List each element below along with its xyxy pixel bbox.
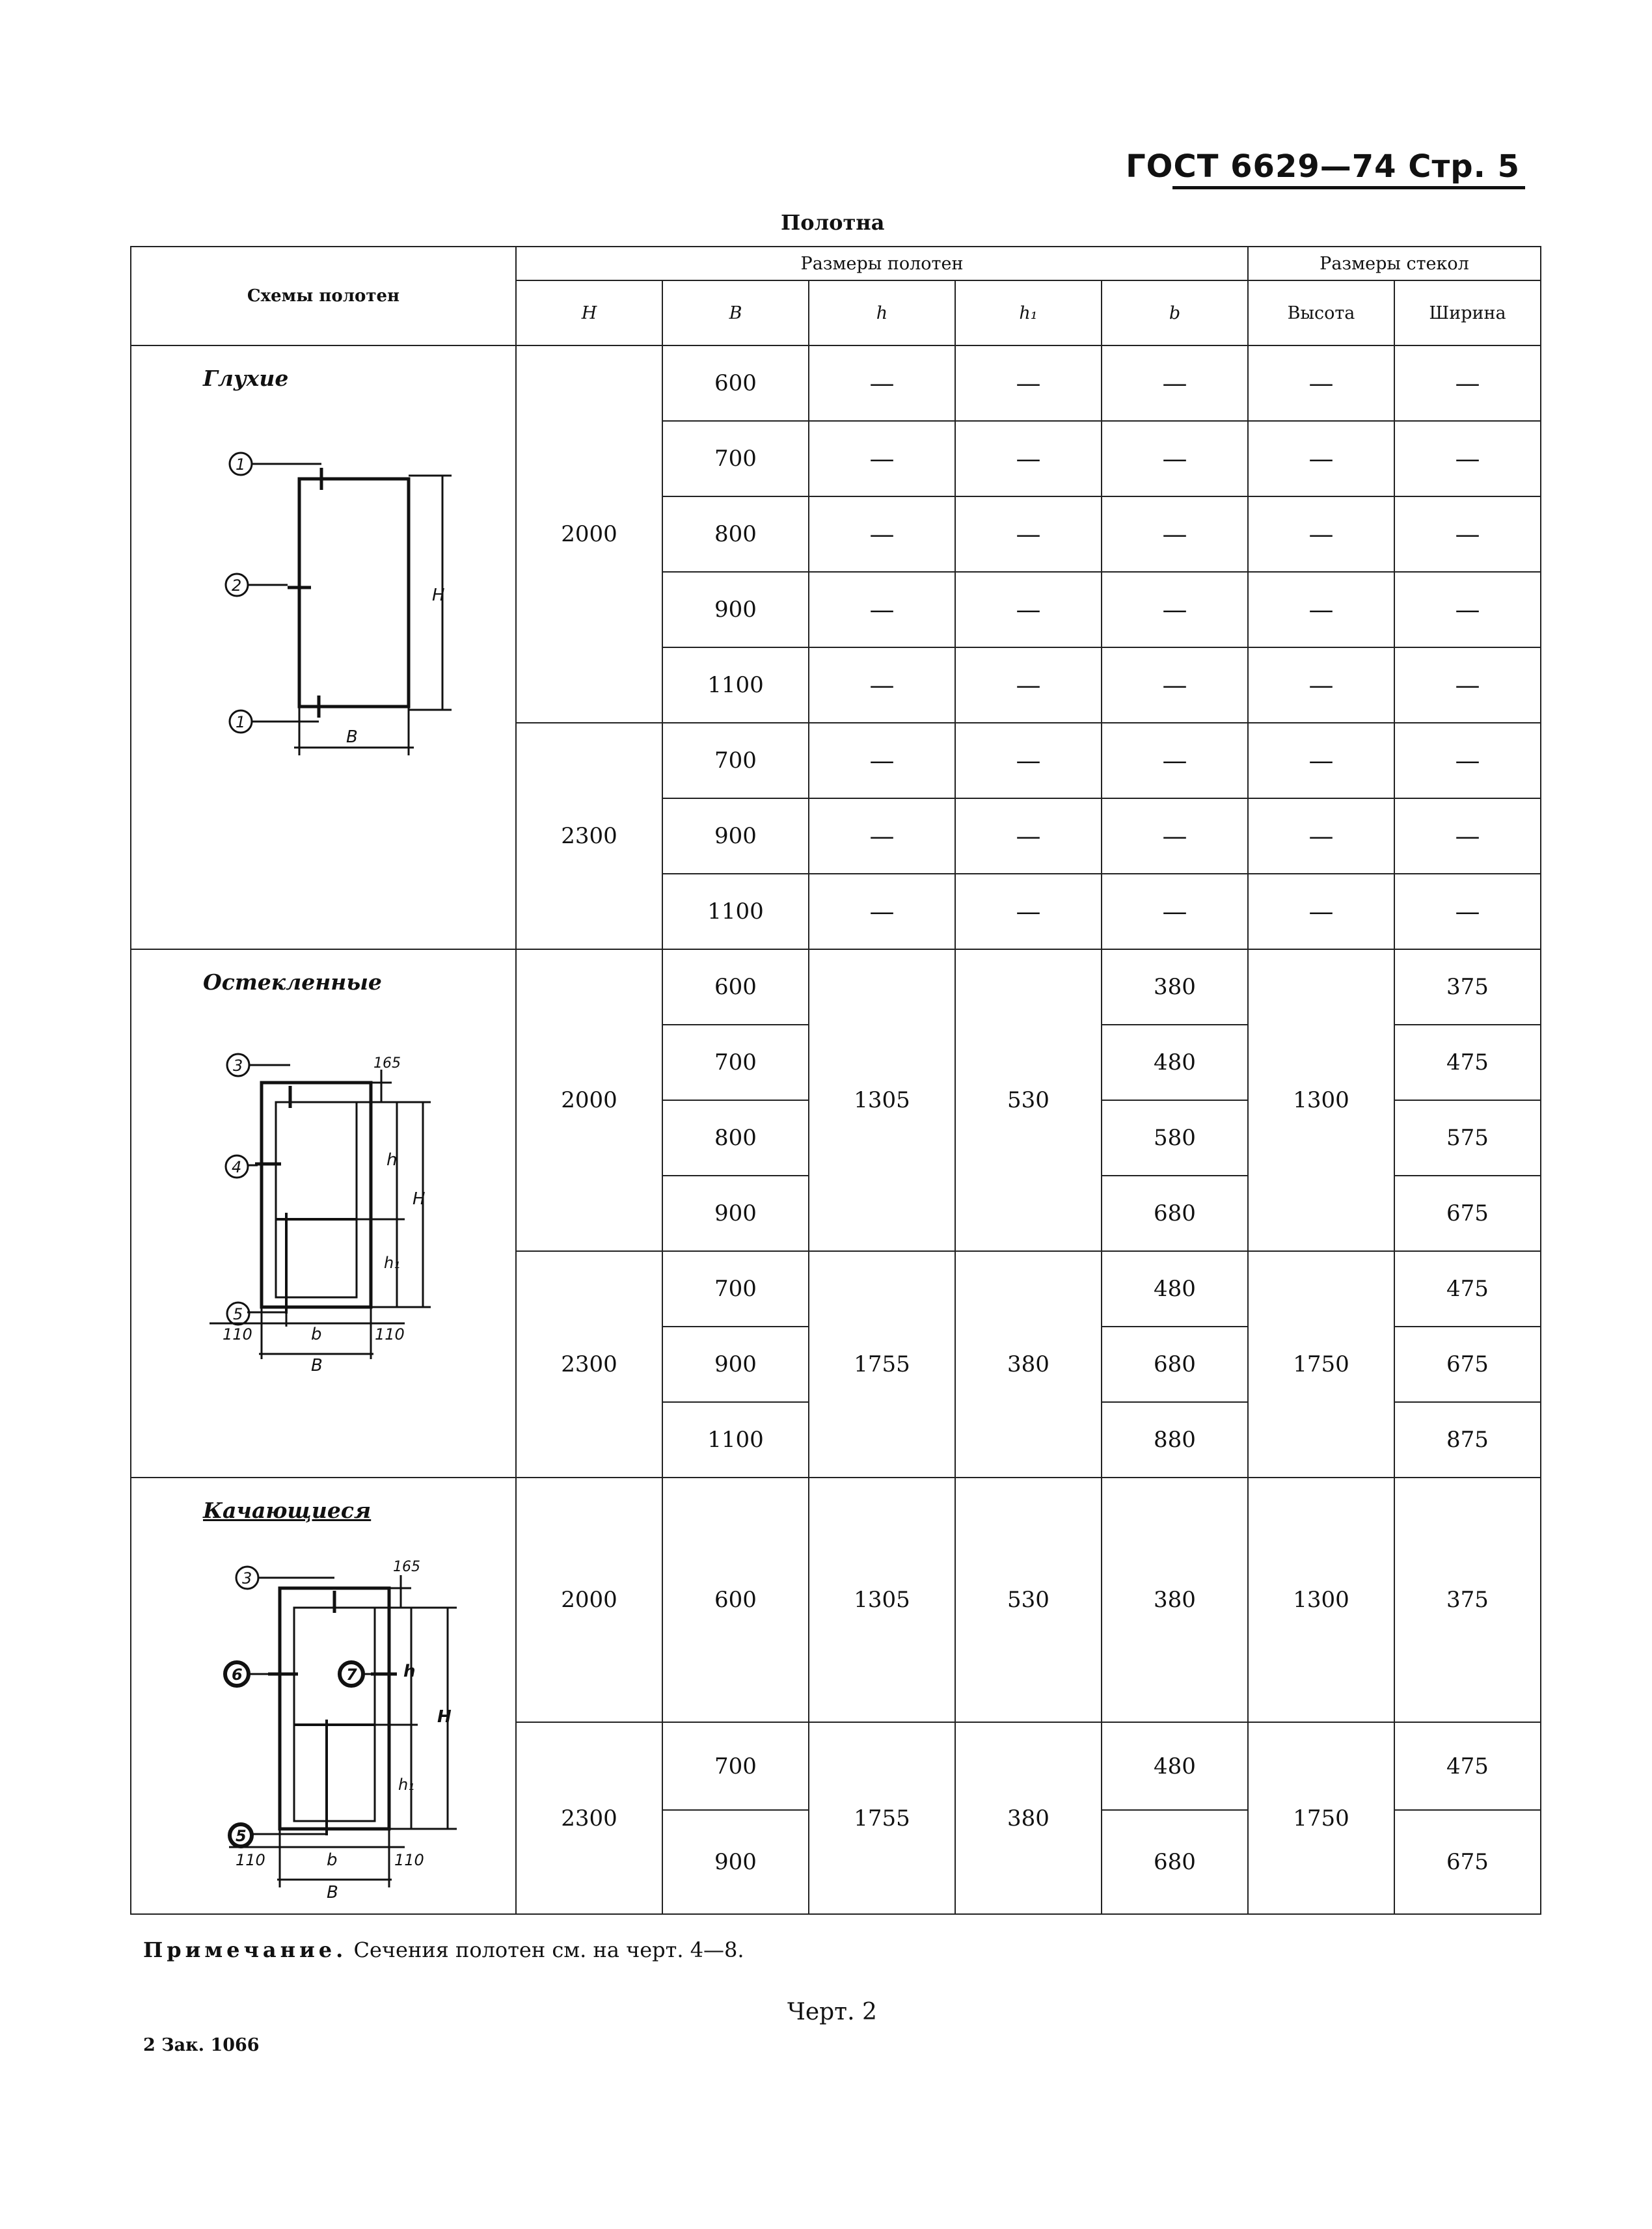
cell-h1: — [955,572,1102,647]
table-note [143,1938,744,1962]
cell-glass-height: 1750 [1248,1251,1394,1478]
cell-h: — [809,496,955,572]
group-title-blank: Глухие [203,366,289,391]
cell-H: 2300 [516,723,662,949]
cell-b: 480 [1102,1251,1248,1327]
header-h: h [809,280,955,345]
dim-110-left: 110 [223,1325,252,1344]
note-label: Примечание. [143,1938,347,1962]
dim-h: h [403,1662,416,1681]
cell-glass-width: 575 [1394,1100,1541,1176]
header-h1: h₁ [955,280,1102,345]
cell-glass-height: 1300 [1248,1478,1394,1722]
page-footer: 2 Зак. 1066 [143,2035,260,2055]
cell-B: 700 [662,1722,809,1810]
cell-b: — [1102,421,1248,496]
cell-b: 680 [1102,1810,1248,1914]
cell-h1: — [955,345,1102,421]
marker-5: 5 [236,1827,247,1845]
cell-h: 1305 [809,1478,955,1722]
cell-B: 600 [662,1478,809,1722]
panels-table [130,246,1541,1915]
page-header: ГОСТ 6629—74 Стр. 5 [1126,148,1520,185]
marker-6: 6 [232,1666,243,1684]
cell-glass-height: — [1248,496,1394,572]
cell-h: 1755 [809,1722,955,1914]
cell-h1: — [955,496,1102,572]
cell-B: 700 [662,421,809,496]
cell-h1: 530 [955,949,1102,1251]
dim-165: 165 [393,1559,420,1575]
cell-glass-width: — [1394,798,1541,874]
cell-glass-width: 675 [1394,1810,1541,1914]
cell-h1: — [955,647,1102,723]
cell-glass-height: — [1248,874,1394,949]
cell-b: 880 [1102,1402,1248,1478]
header-glass-height: Высота [1248,280,1394,345]
cell-h1: — [955,874,1102,949]
cell-h1: 380 [955,1251,1102,1478]
table-row [131,1478,1541,1722]
marker-1-bottom: 1 [236,713,246,731]
cell-b: — [1102,496,1248,572]
cell-glass-width: 875 [1394,1402,1541,1478]
swing-panel-scheme [131,1523,515,1913]
cell-H: 2000 [516,949,662,1251]
cell-h: — [809,421,955,496]
cell-B: 900 [662,1327,809,1402]
cell-h: — [809,647,955,723]
cell-glass-width: — [1394,874,1541,949]
dim-B: B [346,727,358,747]
cell-H: 2300 [516,1722,662,1914]
scheme-glazed [131,949,516,1478]
header-panel-sizes: Размеры полотен [516,247,1248,280]
cell-B: 900 [662,572,809,647]
cell-glass-height: 1750 [1248,1722,1394,1914]
cell-glass-width: 475 [1394,1251,1541,1327]
dim-h: h [386,1150,398,1170]
cell-B: 900 [662,1810,809,1914]
header-glass-width: Ширина [1394,280,1541,345]
cell-glass-width: 475 [1394,1025,1541,1100]
marker-7: 7 [346,1666,357,1684]
marker-3: 3 [233,1057,243,1075]
cell-b: 380 [1102,949,1248,1025]
blank-panel-scheme [131,391,515,768]
cell-b: — [1102,723,1248,798]
header-schemes: Схемы полотен [131,247,516,345]
cell-glass-width: — [1394,421,1541,496]
cell-B: 700 [662,1251,809,1327]
dim-H: H [437,1707,452,1727]
cell-glass-height: — [1248,647,1394,723]
header-b: b [1102,280,1248,345]
cell-B: 800 [662,1100,809,1176]
cell-b: — [1102,345,1248,421]
scheme-swing [131,1478,516,1914]
cell-glass-width: — [1394,723,1541,798]
note-text: Сечения полотен см. на черт. 4—8. [347,1938,744,1962]
cell-glass-width: 375 [1394,949,1541,1025]
cell-B: 600 [662,345,809,421]
cell-B: 800 [662,496,809,572]
cell-b: — [1102,647,1248,723]
figure-caption: Черт. 2 [787,1999,877,2025]
cell-B: 900 [662,798,809,874]
dim-H: H [413,1189,426,1209]
cell-H: 2000 [516,1478,662,1722]
cell-B: 600 [662,949,809,1025]
cell-h1: — [955,421,1102,496]
cell-glass-height: 1300 [1248,949,1394,1251]
cell-h1: — [955,723,1102,798]
cell-h1: — [955,798,1102,874]
dim-110-right: 110 [394,1851,424,1869]
cell-glass-height: — [1248,798,1394,874]
marker-3: 3 [242,1569,252,1587]
cell-glass-width: — [1394,647,1541,723]
marker-2: 2 [232,576,242,595]
cell-glass-width: 475 [1394,1722,1541,1810]
cell-H: 2000 [516,345,662,723]
cell-H: 2300 [516,1251,662,1478]
dim-B: B [327,1883,338,1902]
cell-b: 680 [1102,1327,1248,1402]
cell-b: — [1102,874,1248,949]
group-title-glazed: Остекленные [203,969,382,995]
table-title: Полотна [781,210,885,235]
cell-B: 700 [662,723,809,798]
marker-4: 4 [232,1158,242,1176]
cell-h: — [809,572,955,647]
cell-B: 1100 [662,647,809,723]
cell-h: — [809,874,955,949]
cell-h: 1305 [809,949,955,1251]
marker-5: 5 [233,1305,243,1323]
cell-h1: 380 [955,1722,1102,1914]
cell-h: 1755 [809,1251,955,1478]
cell-h1: 530 [955,1478,1102,1722]
cell-h: — [809,723,955,798]
cell-b: 480 [1102,1722,1248,1810]
dim-165: 165 [373,1055,401,1072]
header-rule [1172,186,1525,189]
cell-glass-width: — [1394,345,1541,421]
table-row [131,345,1541,421]
cell-h: — [809,345,955,421]
cell-B: 1100 [662,874,809,949]
dim-H: H [432,586,445,605]
cell-b: 380 [1102,1478,1248,1722]
dim-110-left: 110 [236,1851,265,1869]
dim-110-right: 110 [375,1325,405,1344]
cell-glass-height: — [1248,421,1394,496]
cell-glass-width: 675 [1394,1327,1541,1402]
cell-glass-height: — [1248,723,1394,798]
cell-b: 480 [1102,1025,1248,1100]
cell-b: — [1102,798,1248,874]
glazed-panel-scheme [131,995,515,1450]
cell-glass-height: — [1248,572,1394,647]
cell-b: 680 [1102,1176,1248,1251]
cell-b: 580 [1102,1100,1248,1176]
scheme-blank [131,345,516,949]
cell-glass-height: — [1248,345,1394,421]
cell-B: 1100 [662,1402,809,1478]
dim-h1: h₁ [384,1254,400,1272]
dim-B: B [311,1356,323,1375]
header-glass-sizes: Размеры стекол [1248,247,1541,280]
cell-h: — [809,798,955,874]
cell-glass-width: — [1394,496,1541,572]
header-H: H [516,280,662,345]
dim-b: b [311,1325,322,1344]
cell-B: 700 [662,1025,809,1100]
cell-b: — [1102,572,1248,647]
cell-glass-width: 375 [1394,1478,1541,1722]
header-B: B [662,280,809,345]
marker-1-top: 1 [236,455,246,474]
dim-b: b [327,1850,338,1870]
table-row [131,949,1541,1025]
group-title-swing: Качающиеся [203,1498,372,1523]
dim-h1: h₁ [398,1776,414,1794]
cell-glass-width: 675 [1394,1176,1541,1251]
cell-B: 900 [662,1176,809,1251]
cell-glass-width: — [1394,572,1541,647]
